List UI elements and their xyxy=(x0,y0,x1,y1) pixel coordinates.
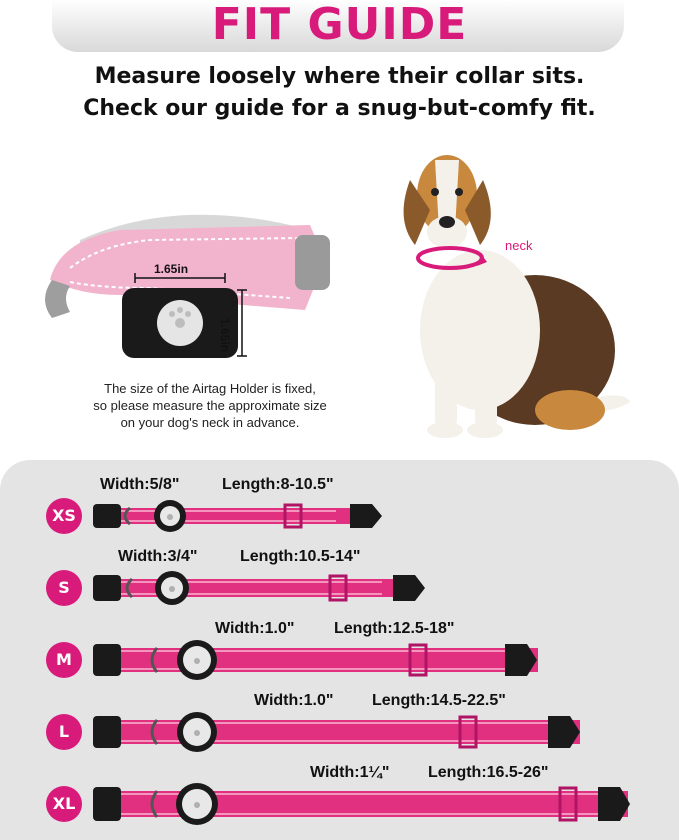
size-row-l xyxy=(0,684,679,754)
buckle-female xyxy=(93,504,121,528)
holder-collar-illustration xyxy=(40,200,340,364)
collar-diagram xyxy=(0,540,679,610)
width-spec: Width:1.0" xyxy=(215,620,295,637)
buckle-female xyxy=(93,787,121,821)
subtitle-line-1: Measure loosely where their collar sits. xyxy=(94,64,585,89)
length-spec: Length:16.5-26" xyxy=(428,764,549,781)
size-badge: L xyxy=(46,714,82,750)
width-spec: Width:1¼" xyxy=(310,764,390,781)
collar-diagram xyxy=(0,684,679,754)
size-row-m xyxy=(0,612,679,682)
length-spec: Length:10.5-14" xyxy=(240,548,361,565)
size-badge: XL xyxy=(46,786,82,822)
buckle-male xyxy=(393,575,425,601)
holder-width-label: 1.65in xyxy=(154,262,189,276)
buckle-female xyxy=(93,575,121,601)
neck-label: neck xyxy=(505,238,533,253)
holder-height-label: 1.65in xyxy=(218,318,232,353)
length-spec: Length:14.5-22.5" xyxy=(372,692,506,709)
length-spec: Length:12.5-18" xyxy=(334,620,455,637)
size-badge: M xyxy=(46,642,82,678)
width-spec: Width:3/4" xyxy=(118,548,198,565)
size-row-xs xyxy=(0,468,679,538)
buckle-female xyxy=(93,644,121,676)
width-spec: Width:1.0" xyxy=(254,692,334,709)
holder-note-line-2: so please measure the approximate size xyxy=(93,398,327,413)
paw-print xyxy=(194,802,200,808)
paw-print xyxy=(169,586,175,592)
paw-print xyxy=(194,658,200,664)
holder-note-line-1: The size of the Airtag Holder is fixed, xyxy=(104,381,316,396)
buckle-female xyxy=(93,716,121,748)
collar-diagram xyxy=(0,756,679,826)
size-badge: XS xyxy=(46,498,82,534)
beagle-illustration xyxy=(385,140,635,444)
collar-diagram xyxy=(0,468,679,538)
paw-print xyxy=(167,514,173,520)
holder-note-line-3: on your dog's neck in advance. xyxy=(120,415,300,430)
subtitle-line-2: Check our guide for a snug-but-comfy fit. xyxy=(83,96,596,121)
page-title: FIT GUIDE xyxy=(211,0,468,50)
size-row-s xyxy=(0,540,679,610)
size-badge: S xyxy=(46,570,82,606)
collar-strap xyxy=(95,791,628,817)
collar-diagram xyxy=(0,612,679,682)
width-spec: Width:5/8" xyxy=(100,476,180,493)
buckle-male xyxy=(350,504,382,528)
length-spec: Length:8-10.5" xyxy=(222,476,334,493)
paw-print xyxy=(194,730,200,736)
size-row-xl xyxy=(0,756,679,826)
